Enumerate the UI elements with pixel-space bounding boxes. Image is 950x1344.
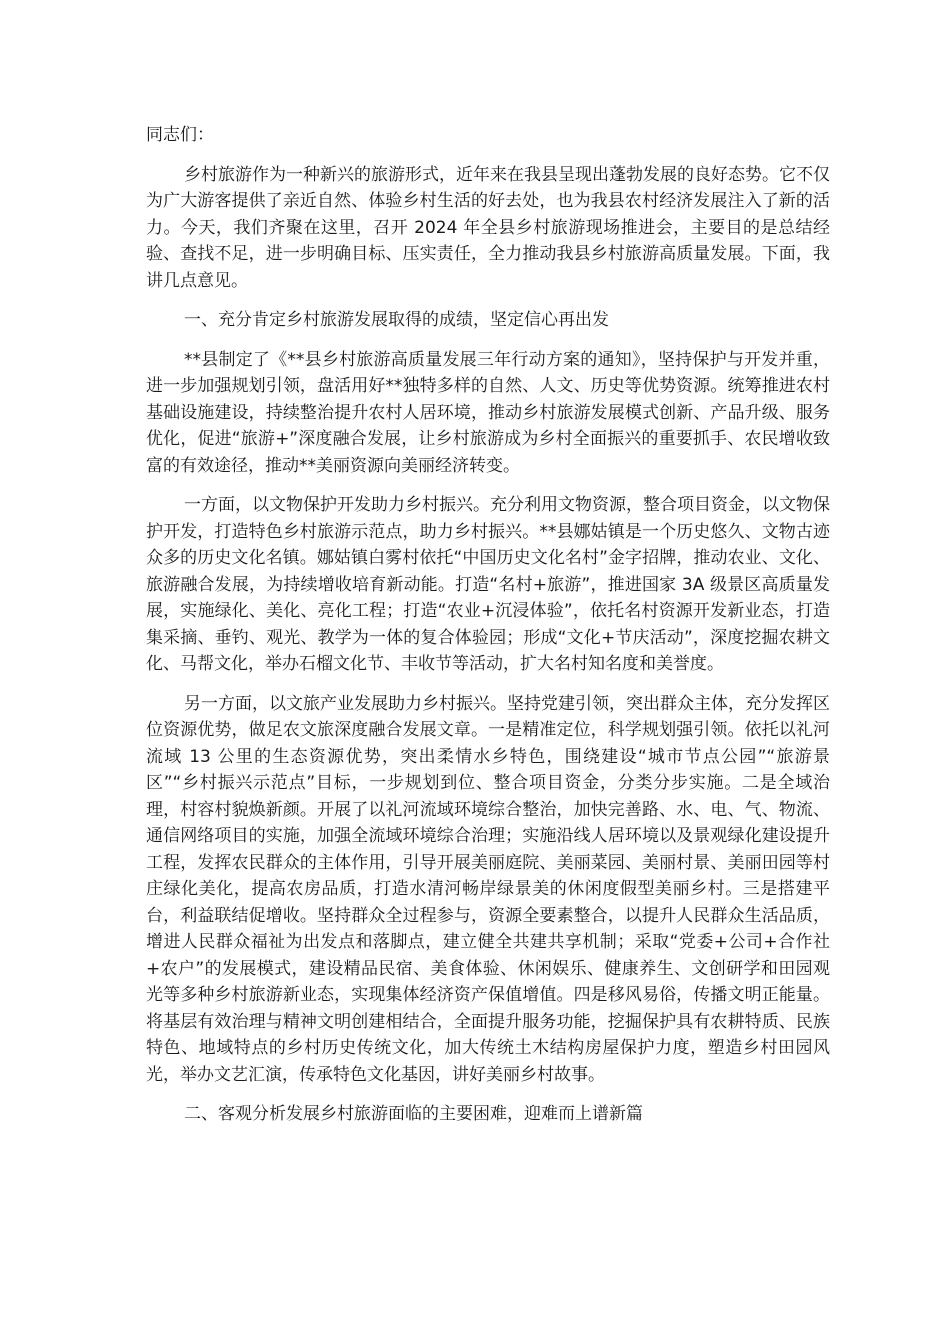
document-page xyxy=(146,122,830,1141)
section-heading-1: 一、充分肯定乡村旅游发展取得的成绩，坚定信心再出发 xyxy=(184,310,609,330)
paragraph-heritage: 一方面，以文物保护开发助力乡村振兴。充分利用文物资源，整合项目资金，以文物保护开发，打造特色乡村旅游示范点，助力乡村振兴。**县娜姑镇是一个历史悠久、文物古迹众多的历史文化名镇。娜姑镇白雾村依托“中国历史文化名村”金字招牌，推动农业、文化、旅游融合发展，为持续增收培育新动能。打造“名村+旅游”，推进国家 3A 级景区高质量发展，实施绿化、美化、亮化工程；打造“农业+沉浸体验”，依托名村资源开发新业态，打造集采摘、垂钓、观光、教学为一体的复合体验园；形成“文化+节庆活动”，深度挖掘农耕文化、马帮文化，举办石榴文化节、丰收节等活动，扩大名村知名度和美誉度。 xyxy=(146,495,830,674)
paragraph-culture-tourism: 另一方面，以文旅产业发展助力乡村振兴。坚持党建引领，突出群众主体，充分发挥区位资源优势，做足农文旅深度融合发展文章。一是精准定位，科学规划强引领。依托以礼河流域 13 公里的生态资源优势，突出柔情水乡特色，围绕建设“城市节点公园”“旅游景区”“乡村振兴示范点”目标，一步规划到位、整合项目资金，分类分步实施。二是全域治理，村容村貌焕新颜。开展了以礼河流域环境综合整治，加快完善路、水、电、气、物流、通信网络项目的实施，加强全流域环境综合治理；实施沿线人居环境以及景观绿化建设提升工程，发挥农民群众的主体作用，引导开展美丽庭院、美丽菜园、美丽村景、美丽田园等村庄绿化美化，提高农房品质，打造水清河畅岸绿景美的休闲度假型美丽乡村。三是搭建平台，利益联结促增收。坚持群众全过程参与，资源全要素整合，以提升人民群众生活品质，增进人民群众福祉为出发点和落脚点，建立健全共建共享机制；采取“党委+公司+合作社+农户”的发展模式，建设精品民宿、美食体验、休闲娱乐、健康养生、文创研学和田园观光等多种乡村旅游新业态，实现集体经济资产保值增值。四是移风易俗，传播文明正能量。将基层有效治理与精神文明创建相结合，全面提升服务功能，挖掘保护具有农耕特质、民族特色、地域特点的乡村历史传统文化，加大传统土木结构房屋保护力度，塑造乡村田园风光，举办文艺汇演，传承特色文化基因，讲好美丽乡村故事。 xyxy=(146,693,830,1085)
salutation: 同志们： xyxy=(146,125,214,145)
paragraph-intro: 乡村旅游作为一种新兴的旅游形式，近年来在我县呈现出蓬勃发展的良好态势。它不仅为广大游客提供了亲近自然、体验乡村生活的好去处，也为我县农村经济发展注入了新的活力。今天，我们齐聚在这里，召开 2024 年全县乡村旅游现场推进会，主要目的是总结经验、查找不足，进一步明确目标、压实责任，全力推动我县乡村旅游高质量发展。下面，我讲几点意见。 xyxy=(146,164,830,291)
paragraph-policy: **县制定了《**县乡村旅游高质量发展三年行动方案的通知》，坚持保护与开发并重，进一步加强规划引领，盘活用好**独特多样的自然、人文、历史等优势资源。统筹推进农村基础设施建设，持续整治提升农村人居环境，推动乡村旅游发展模式创新、产品升级、服务优化，促进“旅游+”深度融合发展，让乡村旅游成为乡村全面振兴的重要抓手、农民增收致富的有效途径，推动**美丽资源向美丽经济转变。 xyxy=(146,349,830,476)
section-heading-2: 二、客观分析发展乡村旅游面临的主要困难，迎难而上谱新篇 xyxy=(184,1104,643,1124)
